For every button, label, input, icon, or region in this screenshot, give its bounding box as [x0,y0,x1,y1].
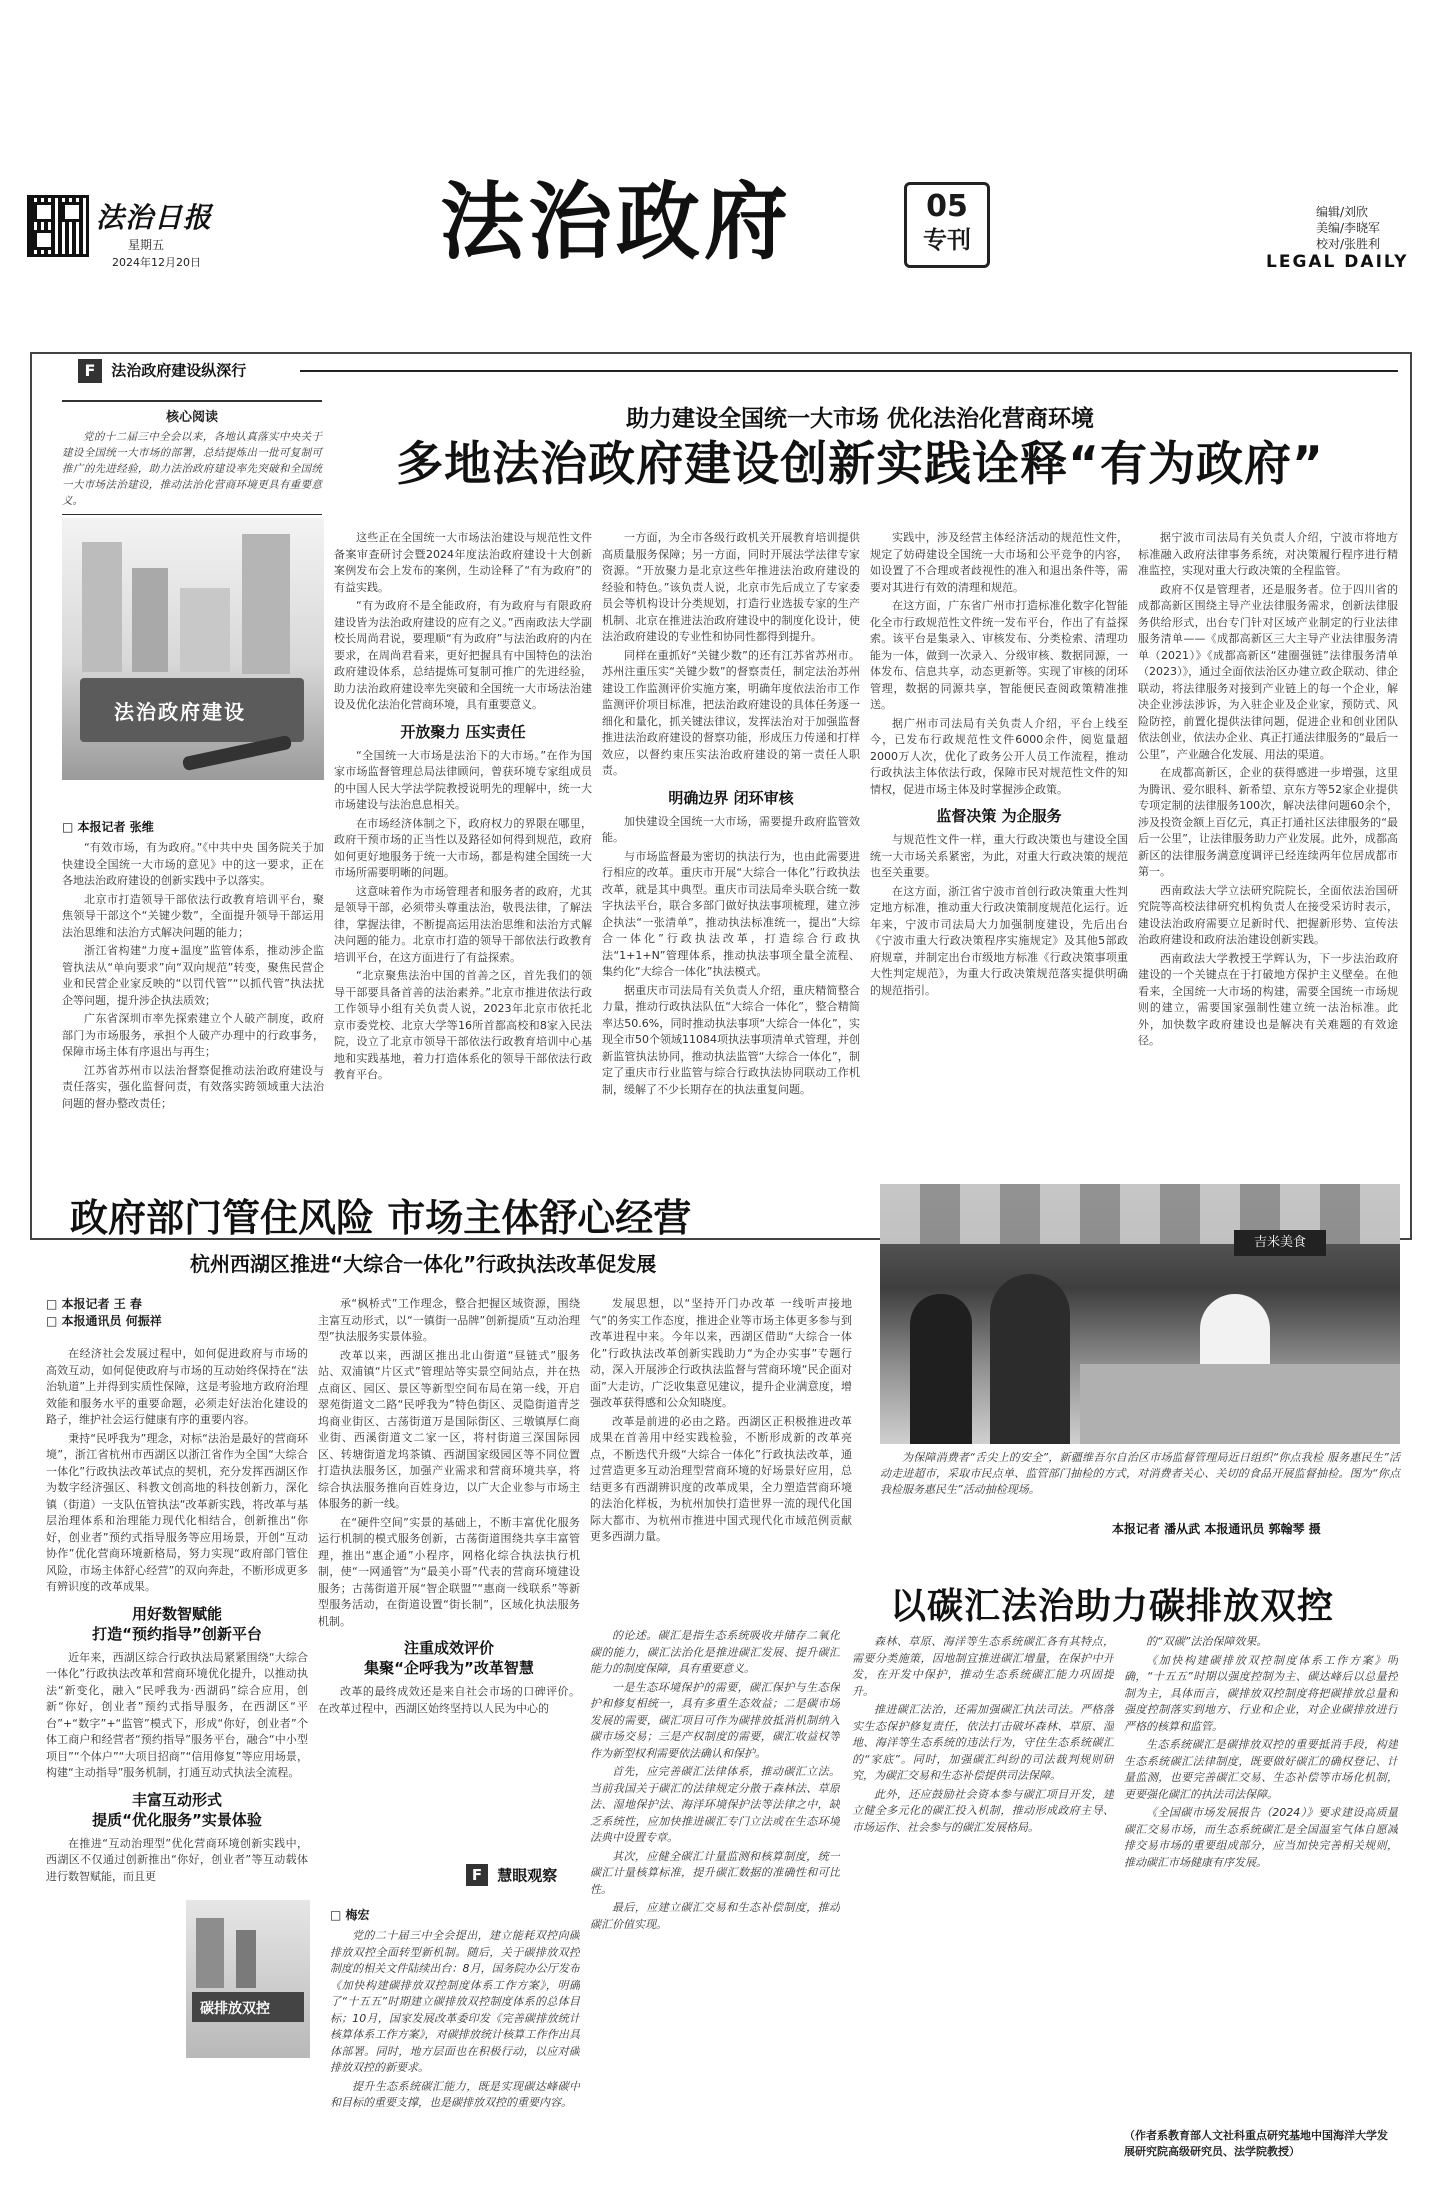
paragraph: 秉持“民呼我为”理念，对标“法治是最好的营商环境”，浙江省杭州市西湖区以浙江省作为全国“大综合一体化”行政执法改革试点的契机，充分发挥西湖区作为数字经济强区、科教文创高地的科技创新力，深化镇（街道）一支队伍管执法“改革新实践，将改革与基层治理体系和治理能力现代化相结合，创新推出“你好，创业者”预约式指导服务等应用场景，开创“互动协作”优化营商环境新格局，努力实现“政府部门管住风险，市场主体舒心经营”的双向奔赴，不断形成更多有辨识度的改革成果。 [46,1431,308,1593]
article1-col-a [62,840,324,1228]
subheading: 开放聚力 压实责任 [400,722,526,741]
paragraph: 与规范性文件一样，重大行政决策也与建设全国统一大市场关系紧密，为此，对重大行政决策的规范也至关重要。 [870,833,1128,879]
section-title: 法治政府 [440,173,793,271]
masthead [0,170,1440,285]
paragraph: 改革是前进的必由之路。西湖区正积极推进改革成果在首善用中经实践检验，不断形成新的改革亮点，不断迭代升级“大综合一体化”行政执法改革，通过营造更多互动治理型营商环境的好场景好应用，总结更多有西湖辨识度的改革成果，全力塑造营商环境的法治化样板，为杭州加快打造世界一流的现代化国际大都市、为杭州市推进中国式现代化市域范例贡献更多西湖力量。 [590,1414,852,1543]
paragraph: 改革以来，西湖区推出北山街道“昼链式”服务站、双浦镇“片区式”管理站等实景空间站点，并在热点商区、园区、景区等新型空间布局在第一线，开启翠苑街道文二路“民呼我为”特色街区、灵隐街道青芝坞商业街区、古荡街道万是国际街区、三墩镇厚仁商业街、西溪街道文二家一区，将村街道三深国际园区、转塘街道龙坞茶镇、西湖国家级园区等不同位置打造执法服务区，加强产业需求和营商环境共享，将综合执法服务推向百姓身边，以广大企业参与市场主体服务的新一线。 [318,1348,580,1510]
paragraph: 据广州市司法局有关负责人介绍，平台上线至今，已发布行政规范性文件6000余件，阅览量超2000万人次，优化了政务公开人员工作流程，推动行政执法主体依法行政，保障市民对规范性文件的知情权，促进市场主体及时掌握涉企政策。 [870,716,1128,796]
paragraph: 近年来，西湖区综合行政执法局紧紧围绕“大综合一体化”行政执法改革和营商环境优化提升，以推动执法“新变化，融入“民呼我为·西湖码”综合应用，创新“你好，创业者”预约式指导服务，在西湖区“平台”+“数字”+“监管”模式下，形成“你好，创业者”个体工商户和经营者“预约指导”服务平台，融合“中小型项目”“个体户”“大项目招商”“信用修复”等应用场景，构建“主动指导”服务机制，打通互动式执法全流程。 [46,1650,308,1779]
paragraph: 其次，应健全碳汇计量监测和核算制度，统一碳汇计量核算标准，提升碳汇数据的准确性和可比性。 [590,1849,840,1896]
article3-column-tag: F 慧眼观察 [466,1864,557,1886]
subheading: 注重成效评价 集聚“企呼我为”改革智慧 [364,1639,534,1677]
article3-byline: □ 梅宏 [330,1908,370,1922]
paragraph: “北京聚焦法治中国的首善之区，首先我们的领导干部要具备首善的法治素养。”北京市推进依法行政工作领导小组有关负责人说，2023年北京市依托北京市委党校、北京大学等16所首都高校和8家入民法院，设立了北京市领导干部依法行政教育培训中心基地和实践基地，着力打造体系化的领导干部依法行政教育平台。 [334,969,592,1081]
paragraph: “全国统一大市场是法治下的大市场。”在作为国家市场监督管理总局法律顾问，曾获环境专家组成员的中国人民大学法学院教授说明先的理解中，统一大市场建设与法治息息相关。 [334,748,592,811]
inspection-photo [880,1184,1400,1444]
article2-bylines [46,1296,162,1330]
paragraph: 政府不仅是管理者，还是服务者。位于四川省的成都高新区围绕主导产业法律服务需求，创新法律服务供给形式，出台专门针对区域产业制定的行业法律服务清单——《成都高新区三大主导产业法律服务清单（2021）》《成都高新区“建圈强链”法律服务清单（2023）》，通过全面依法治区办建立政企联动、律企联动，将法律服务对接到产业链上的每一个企业，解决企业涉法涉诉，为入驻企业及企业家，预防式、风险防控，前置化提供法律问题，促进企业和创业团队依法创业，依法办企业、真正打通法律服务的“最后一公里”，产业融合化发展、用法的渠道。 [1138,582,1398,761]
core-reading-text: 党的十二届三中全会以来，各地认真落实中央关于建设全国统一大市场的部署，总结提炼出一批可复制可推广的先进经验，助力法治政府建设率先突破和全国统一大市场法治建设，推动法治化营商环境更具有重要意义。 [62,431,322,507]
article3-col-a [330,1928,580,2172]
paragraph: 在推进“互动治理型”优化营商环境创新实践中，西湖区不仅通过创新推出“你好，创业者”等互动载体进行数智赋能，而且更 [46,1836,308,1883]
paragraph: 《加快构建碳排放双控制度体系工作方案》明确，“十五五”时期以强度控制为主、碳达峰后以总量控制为主，具体而言，碳排放双控制度将把碳排放总量和强度控制落实到地方、行业和企业，对企业碳排放进行严格的核算和监管。 [1124,1653,1398,1733]
article1-kicker: 助力建设全国统一大市场 优化法治化营商环境 [625,406,1094,432]
article1-col-c [602,530,860,1228]
paragraph: 据宁波市司法局有关负责人介绍，宁波市将地方标准融入政府法律事务系统，对决策履行程序进行精准监控，实现对重大行政决策的全程监管。 [1138,531,1398,577]
paragraph: 北京市打造领导干部依法行政教育培训平台，聚焦领导干部这个“关键少数”，全面提升领导干部运用法治思维和法治方式解决问题的能力； [62,892,324,939]
paragraph: 的“双碳”法治保障效果。 [1146,1635,1268,1648]
paragraph: “有为政府不是全能政府，有为政府与有限政府建设皆为法治政府建设的应有之义。”西南政法大学副校长周尚君说，要理顺“有为政府”与法治政府的内在要求，在周尚君看来，更好把握具有中国特色的法治政府建设体系，总结提炼可复制可推广的先进经验，助力法治政府建设率先突破和全国统一大市场法治建设及优化法治化营商环境，具有重要意义。 [334,599,592,711]
paragraph: 据重庆市司法局有关负责人介绍，重庆精简整合力量，推动行政执法队伍“大综合一体化”，整合精简率达50.6%，同时推动执法事项“大综合一体化”，实现全市50个领域11084项执法事项清单式管理，并创新监管执法协同，推动执法监管“大综合一体化”，制定了重庆市行业监管与综合行政执法协同联动工作机制，缓解了不少长期存在的执法重复问题。 [602,983,860,1096]
core-reading-box [62,400,322,515]
illustration-label: 法治政府建设 [114,700,246,724]
paragraph: 提升生态系统碳汇能力，既是实现碳达峰碳中和目标的重要支撑，也是碳排放双控的重要内容。 [330,2079,580,2109]
paragraph: 浙江省构建“力度+温度”监管体系，推动涉企监管执法从“单向要求”向“双向规范”转变，聚焦民营企业和民营企业家反映的“以罚代管”“以抓代管”执法扰企等问题，提升涉企执法质效； [62,944,324,1007]
paragraph: 森林、草原、海洋等生态系统碳汇各有其特点，需要分类施策，因地制宜推进碳汇增量，在保护中开发，在开发中保护，推动生态系统碳汇能力巩固提升。 [852,1635,1114,1698]
paragraph: 改革的最终成效还是来自社会市场的口碑评价。在改革过程中，西湖区始终坚持以人民为中心的 [318,1685,580,1715]
article1-tag-rule [300,370,1398,372]
paragraph: 实践中，涉及经营主体经济活动的规范性文件，规定了妨碍建设全国统一大市场和公平竞争的内容，如设置了不合理或者歧视性的准入和退出条件等，需要对其进行有效的清理和规范。 [870,531,1128,594]
english-name: LEGAL DAILY [1266,252,1409,272]
editor: 编辑/刘欣 [1316,205,1369,219]
article2-col-a [46,1346,308,1888]
paragraph: 西南政法大学立法研究院院长，全面依法治国研究院等高校法律研究机构负责人在接受采访时表示，建设法治政府需要立足新时代、把握新形势、宣传法治政府建设和政府法治建设创新实践。 [1138,883,1398,946]
subheading: 监督决策 为企服务 [936,807,1062,825]
paragraph: 在成都高新区，企业的获得感进一步增强，这里为腾讯、爱尔眼科、新希望、京东方等52家企业提供专项定制的法律服务100次，解决法律问题60余个，涉及投资金额上百亿元，真正打通社区法律服务的“最后一公里”，让法律服务助力产业发展。此外，成都高新区的法律服务满意度调评已经连续两年位居成都市第一。 [1138,766,1398,878]
article2-subtitle: 杭州西湖区推进“大综合一体化”行政执法改革促发展 [190,1252,657,1276]
article1-byline: □ 本报记者 张维 [62,820,154,834]
column-logo-icon: F [78,359,102,383]
paragraph: 加快建设全国统一大市场，需要提升政府监管效能。 [602,814,860,844]
paragraph: 推进碳汇法治，还需加强碳汇执法司法。严格落实生态保护修复责任，依法打击破坏森林、草原、湿地、海洋等生态系统的违法行为，守住生态系统碳汇的“家底”。同时，加强碳汇纠纷的司法裁判规则研究，为碳汇交易和生态补偿提供司法保障。 [852,1703,1114,1782]
page-type: 专刊 [923,226,971,254]
paragraph: “有效市场，有为政府。”《中共中央 国务院关于加快建设全国统一大市场的意见》中的这一要求，正在各地法治政府建设的创新实践中予以落实。 [62,841,324,887]
article3-title: 以碳汇法治助力碳排放双控 [890,1586,1335,1627]
paragraph: 在经济社会发展过程中，如何促进政府与市场的高效互动，如何促使政府与市场的互动始终保持在“法治轨道”上并得到实质性保障，这是考验地方政府治理效能和服务水平的重要命题，必须走好法治化建设的路子，维护社会运行健康有序的重要内容。 [46,1347,308,1426]
byline: □ 本报通讯员 何振祥 [46,1314,162,1328]
paragraph: 在“硬件空间”实景的基础上，不断丰富优化服务运行机制的模式服务创新，古荡街道围绕共享丰富管理，推出“惠企通”小程序，网格化综合执法执行机制，使“一网通管”为“最美小哥”代表的营商环境建设服务；古荡街道开展“智企联盟”“惠商一线联系”等新型服务活动，在街道设置“街长制”，区域化执法服务机制。 [318,1515,580,1628]
article3-col-d [1124,1634,1398,2122]
article1-col-b [334,530,592,1228]
article1-col-e [1138,530,1398,1228]
paragraph: 在市场经济体制之下，政府权力的界限在哪里，政府干预市场的正当性以及路径如何得到规范，政府如何更好地服务于统一大市场，都是构建全国统一大市场所需要明晰的问题。 [334,816,592,879]
proofreader: 校对/张胜利 [1316,237,1381,251]
designer: 美编/李晓军 [1316,221,1381,235]
paragraph: 首先，应完善碳汇法律体系，推动碳汇立法。当前我国关于碳汇的法律规定分散于森林法、草原法、湿地保护法、海洋环境保护法等法律之中，缺乏系统性，应加快推进碳汇专门立法或在生态环境法典中设置专章。 [590,1765,840,1844]
article3-col-b [590,1628,840,2172]
photo-caption: 为保障消费者“舌尖上的安全”，新疆维吾尔自治区市场监督管理局近日组织“你点我检 服务惠民生”活动走进超市，采取市民点单、监管部门抽检的方式，对消费者关心、关切的食品开展监督抽检。图为“你点我检服务惠民生”活动抽检现场。 [880,1451,1400,1496]
subheading: 丰富互动形式 提质“优化服务”实景体验 [92,1790,262,1829]
photo-credit: 本报记者 潘从武 本报通讯员 郭翰琴 摄 [1112,1522,1321,1536]
paragraph: 在这方面，广东省广州市打造标准化数字化智能化全市行政规范性文件统一发布平台，作出了有益探索。该平台是集录入、审核发布、分类检索、清理功能为一体，做到一次录入、分级审核、数据同源，一体发布、信息共享，动态更新等。实现了审核的闭环管理，数据的同源共享，智能便民查阅政策精准推送。 [870,599,1128,711]
article2-title: 政府部门管住风险 市场主体舒心经营 [70,1196,692,1240]
subheading: 明确边界 闭环审核 [668,788,794,807]
illustration-label: 碳排放双控 [200,2001,270,2017]
paragraph: 的论述。碳汇是指生态系统吸收并储存二氧化碳的能力，碳汇法治化是推进碳汇发展、提升碳汇能力的制度保障，具有重要意义。 [590,1629,840,1675]
paragraph: 在这方面，浙江省宁波市首创行政决策重大性判定地方标准，推动重大行政决策制度规范化运行。近年来，宁波市司法局大力加强制度建设，先后出台《宁波市重大行政决策程序实施规定》及其他5部政府规章，并制定出台市级地方标准《行政决策事项重大性判定规范》，为重大行政决策规范落实提供明确的规范指引。 [870,884,1128,997]
article1-col-d [870,530,1128,1228]
weekday: 星期五 [128,238,165,252]
carbon-illustration [186,1900,310,2058]
paragraph: 此外，还应鼓励社会资本参与碳汇项目开发，建立健全多元化的碳汇投入机制，推动形成政府主导、市场运作、社会参与的碳汇发展格局。 [852,1787,1114,1834]
rule-of-law-illustration [62,518,324,780]
paragraph: 一方面，为全市各级行政机关开展教育培训提供高质量服务保障；另一方面，同时开展法学法律专家资源。“开放聚力是北京这些年推进法治政府建设的经验和特色。”该负责人说，北京市先后成立了专家委员会等机构设计分类规划，打造行业选拔专家的生产机制、北京在推进法治政府建设中的制度化设计，使法治政府建设的专业性和协同性都得到提升。 [602,531,860,643]
article1-column-tag: F 法治政府建设纵深行 [78,356,246,384]
paragraph: 承“枫桥式”工作理念，整合把握区域资源，围绕主富互动形式，以“一镇街一品牌”创新提质“互动治理型”执法服务实景体验。 [318,1297,580,1343]
paragraph: 广东省深圳市率先探索建立个人破产制度，政府部门为市场服务，承担个人破产办理中的行政事务，保障市场主体有序退出与再生； [62,1012,324,1058]
paragraph: 与市场监督最为密切的执法行为，也由此需要进行相应的改革。重庆市开展“大综合一体化”行政执法改革，就是其中典型。重庆市司法局牵头联合统一数字执法平台，联合多部门做好执法事项梳理，建立涉企执法“一张清单”，推动执法标准统一，提出“大综合一体化”行政执法改革，打造综合行政执法“1+1+N”管理体系，推动执法事项全量全流程、集约化“大综合一体化”执法模式。 [602,849,860,978]
shop-sign: 吉米美食 [1234,1230,1326,1256]
paragraph: 最后，应建立碳汇交易和生态补偿制度，推动碳汇价值实现。 [590,1901,840,1931]
paragraph: 西南政法大学教授王学辉认为，下一步法治政府建设的一个关键点在于打破地方保护主义壁垒。在他看来，全国统一大市场的构建，需要全国统一市场规则的建立，需要国家强制性建立统一法治标准。此外，加快数字政府建设也是解决有关难题的有效途径。 [1138,951,1398,1047]
paragraph: 生态系统碳汇是碳排放双控的重要抵消手段，构建生态系统碳汇法律制度，既要做好碳汇的确权登记、计量监测，也要完善碳汇交易、生态补偿等市场化机制，更要强化碳汇的执法司法保障。 [1124,1738,1398,1801]
byline: □ 本报记者 王 春 [46,1297,142,1311]
paragraph: 党的二十届三中全会提出，建立能耗双控向碳排放双控全面转型新机制。随后，关于碳排放双控制度的相关文件陆续出台：8月，国务院办公厅发布《加快构建碳排放双控制度体系工作方案》，明确了“十五五”时期建立碳排放双控制度体系的总体目标；10月，国家发展改革委印发《完善碳排放统计核算体系工作方案》，对碳排放统计核算工作作出具体部署。同时，地方层面也在积极行动，以应对碳排放双控的新要求。 [330,1929,580,2074]
paragraph: 《全国碳市场发展报告（2024）》要求建设高质量碳汇交易市场，而生态系统碳汇是全国温室气体自愿减排交易市场的重要组成部分，应当加快完善相关规则，推动碳汇市场健康有序发展。 [1124,1806,1398,1869]
subheading: 用好数智赋能 打造“预约指导”创新平台 [92,1604,262,1643]
paragraph: 这意味着作为市场管理者和服务者的政府，尤其是领导干部，必须带头尊重法治，敬畏法律，了解法律，掌握法律，不断提高运用法治思维和法治方式解决问题的能力。北京市打造的领导干部依法行政教育培训平台，在这方面进行了有益探索。 [334,884,592,964]
qr-code-icon [30,198,86,254]
paragraph: 江苏省苏州市以法治督察促推动法治政府建设与责任落实，强化监督问责，有效落实跨领域重大法治问题的督办整改责任； [62,1063,324,1110]
page-number-box [904,182,990,268]
paragraph: 这些正在全国统一大市场法治建设与规范性文件备案审查研讨会暨2024年度法治政府建设十大创新案例发布会上发布的案例，生动诠释了“有为政府”的有益实践。 [334,531,592,594]
paragraph: 同样在重抓好“关键少数”的还有江苏省苏州市。苏州注重压实“关键少数”的督察责任，制定法治苏州建设工作监测评价实施方案，明确年度依法治市工作监测评价项目标准，把法治政府建设的具体任务逐一细化和量化，抓关键法律议，发挥法治对于加强监督推进法治政府建设的督察功能，形成压力传递和打样效应，以督约束压实法治政府建设的第一责任人职责。 [602,648,860,777]
paragraph: 发展思想，以“坚持开门办改革 一线听声接地气”的务实工作态度，推进企业等市场主体更多参与到改革进程中来。今年以来，西湖区借助“大综合一体化”行政执法改革创新实践助力“为企办实事”专题行动，深入开展涉企行政执法监督与营商环境“民企面对面”大走访，广泛收集意见建议，提升企业满意度，增强改革获得感和公众知晓度。 [590,1297,852,1409]
editor-credits [1316,204,1380,252]
column-logo-icon: F [466,1864,488,1886]
page-number: 05 [926,189,968,224]
paper-name: 法治日报 [96,201,213,234]
issue-date: 2024年12月20日 [112,256,201,269]
article2-col-b [318,1296,580,1804]
article3-col-c [852,1634,1114,2172]
paragraph: 一是生态环境保护的需要，碳汇保护与生态保护和修复相统一，具有多重生态效益；二是碳市场发展的需要，碳汇项目可作为碳排放抵消机制纳入碳市场交易；三是产权制度的需要，碳汇收益权等作为新型权利需要依法确认和保护。 [590,1680,840,1760]
article1-title: 多地法治政府建设创新实践诠释“有为政府” [396,437,1324,492]
core-reading-title: 核心阅读 [165,410,218,425]
author-note: （作者系教育部人文社科重点研究基地中国海洋大学发展研究院高级研究员、法学院教授） [1124,2129,1388,2158]
